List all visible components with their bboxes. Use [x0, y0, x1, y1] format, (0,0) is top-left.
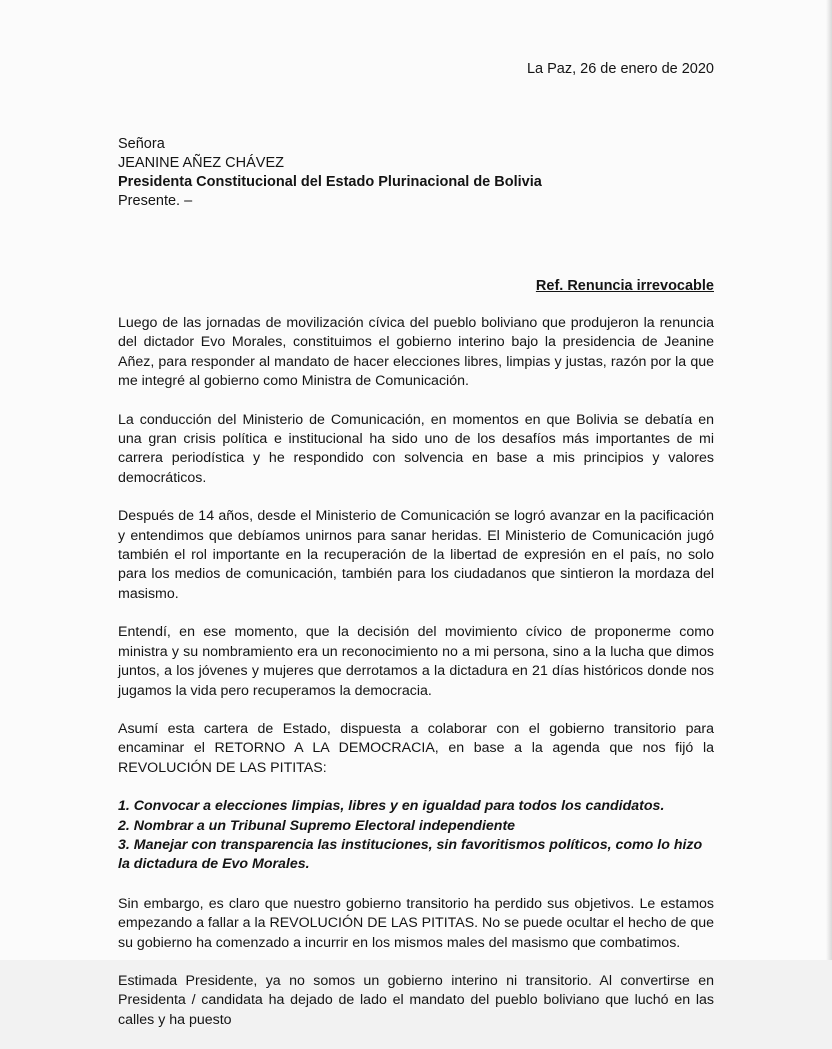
closing-paragraph-1: Sin embargo, es claro que nuestro gobierno transitorio ha perdido sus objetivos. Le estamos empezando a fallar a la REVOLUCIÓN DE LAS PITITAS. No se puede ocultar el hecho de que su gobierno ha comenzado a incurrir en los mismos males del masismo que combatimos. [118, 895, 714, 951]
letter-body [118, 314, 714, 1049]
reference-line: Ref. Renuncia irrevocable [535, 278, 714, 294]
recipient-title: Presidenta Constitucional del Estado Plurinacional de Bolivia [118, 174, 542, 190]
agenda-list [118, 797, 714, 875]
body-paragraph-5: Asumí esta cartera de Estado, dispuesta a colaborar con el gobierno transitorio para encaminar el RETORNO A LA DEMOCRACIA, en base a la agenda que nos fijó la REVOLUCIÓN DE LAS PITITAS: [118, 720, 714, 776]
agenda-item-3: 3. Manejar con transparencia las instituciones, sin favoritismos políticos, como lo hizo la dictadura de Evo Morales. [118, 836, 703, 873]
body-paragraph-4: Entendí, en ese momento, que la decisión del movimiento cívico de proponerme como ministra y su nombramiento era un reconocimiento no a mi persona, sino a la lucha que dimos juntos, a los jóvenes y mujeres que derrotamos a la dictadura en 21 días históricos donde nos jugamos la vida pero recuperamos la democracia. [118, 624, 714, 699]
page-edge-shadow [826, 0, 832, 960]
recipient-presente: Presente. – [118, 193, 193, 209]
body-paragraph-1: Luego de las jornadas de movilización cívica del pueblo boliviano que produjeron la renuncia del dictador Evo Morales, constituimos el gobierno interino bajo la presidencia de Jeanine Añez, para responder al mandato de hacer elecciones libres, limpias y justas, razón por la que me integré al gobierno como Ministra de Comunicación. [118, 315, 714, 390]
agenda-item-1: 1. Convocar a elecciones limpias, libres y en igualdad para todos los candidatos. [118, 798, 665, 815]
recipient-name: JEANINE AÑEZ CHÁVEZ [118, 155, 284, 171]
recipient-salutation: Señora [118, 136, 165, 152]
recipient-block [118, 135, 542, 211]
closing-paragraph-2: Estimada Presidente, ya no somos un gobierno interino ni transitorio. Al convertirse en Presidenta / candidata ha dejado de lado el mandato del pueblo boliviano que luchó en las calles y ha puesto [118, 972, 714, 1028]
body-paragraph-3: Después de 14 años, desde el Ministerio de Comunicación se logró avanzar en la pacificación y entendimos que debíamos unirnos para sanar heridas. El Ministerio de Comunicación jugó también el rol importante en la recuperación de la libertad de expresión en el país, no solo para los medios de comunicación, también para los ciudadanos que sintieron la mordaza del masismo. [118, 508, 714, 602]
body-paragraph-2: La conducción del Ministerio de Comunicación, en momentos en que Bolivia se debatía en una gran crisis política e institucional ha sido uno de los desafíos más importantes de mi carrera periodística y he respondido con solvencia en base a mis principios y valores democráticos. [118, 411, 714, 486]
agenda-item-2: 2. Nombrar a un Tribunal Supremo Electoral independiente [118, 817, 516, 834]
letter-date: La Paz, 26 de enero de 2020 [526, 61, 714, 77]
